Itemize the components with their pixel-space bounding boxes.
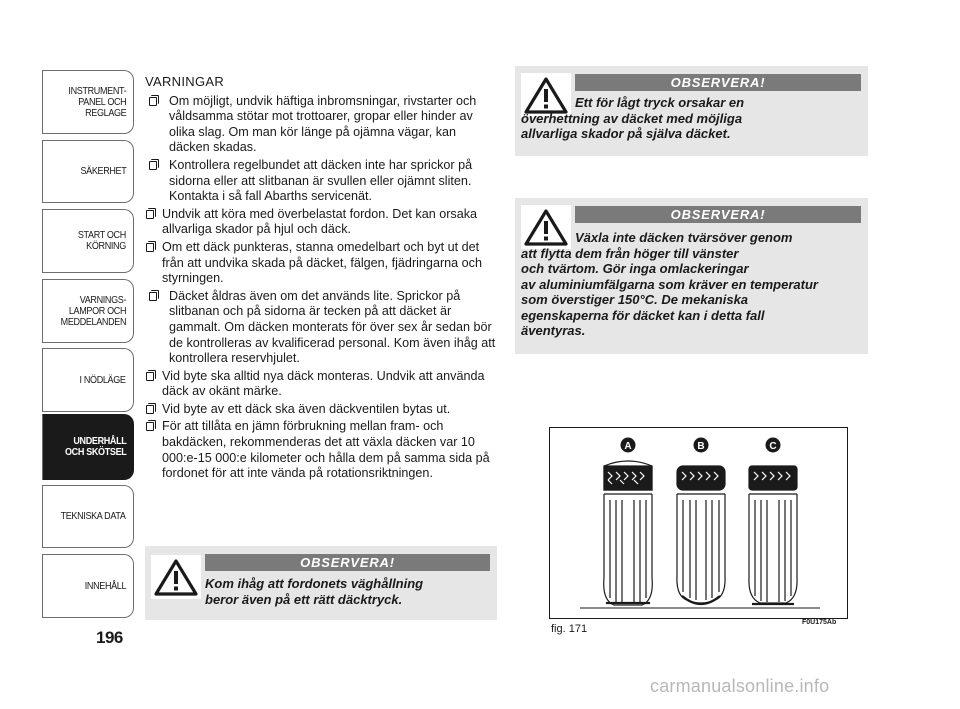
list-item: Vid byte ska alltid nya däck monteras. Undvik att använda däck av okänt märke. [145,369,497,400]
list-item: Undvik att köra med överbelastat fordon. Det kan orsaka allvarliga skador på hjul och däck. [145,207,497,238]
tire-c-icon [749,466,797,604]
tab-label: INSTRUMENT- PANEL OCH REGLAGE [68,84,126,119]
tab-underhall-och-skotsel[interactable] [42,414,134,480]
list-item: Om ett däck punkteras, stanna omedelbart och byt ut det från att undvika skada på däcket, fälgen, fjädringarna och styrningen. [145,240,497,287]
tab-label: SÄKERHET [80,165,126,177]
tab-label: TEKNISKA DATA [61,510,126,522]
tire-b-icon [677,466,725,604]
tab-start-och-korning[interactable] [42,209,134,273]
warning-text: Växla inte däcken tvärsöver genom att flytta dem från höger till vänster och tvärtom. Gör inga omlackeringar av aluminiumfälgarna som kräver en temperatur som överstiger 150°C. De mekaniska egenskaperna för däcket kan i detta fall äventyras. [521,230,818,338]
checkbox-bullet-icon [146,243,154,252]
list-item: För att tillåta en jämn förbrukning mellan fram- och bakdäcken, rekommenderas det att växla däcken var 10 000:e-15 000:e kilometer och hålla dem på samma sida på fordonet för att inte vända på rotationsriktningen. [145,419,497,481]
figure-caption: fig. 171 [551,623,588,635]
tab-label: UNDERHÅLL OCH SKÖTSEL [64,435,126,458]
section-heading: VARNINGAR [145,74,225,89]
checkbox-bullet-icon [146,210,154,219]
warning-title: OBSERVERA! [575,206,861,223]
tab-label: INNEHÅLL [84,579,126,592]
tire-a-icon [604,461,653,605]
tab-label: I NÖDLÄGE [79,373,126,386]
warning-text: Kom ihåg att fordonets väghållning beror även på ett rätt däcktryck. [205,576,424,607]
tire-wear-illustration [550,428,847,618]
warning-box [515,198,868,354]
warning-triangle-icon [151,555,201,599]
marker-b-icon [694,438,709,453]
warning-box [515,66,868,156]
tire-wear-figure [549,427,848,619]
tab-i-nodlage[interactable] [42,348,134,412]
svg-text:B: B [697,441,705,452]
tab-instrumentpanel[interactable] [42,70,134,134]
checkbox-bullet-icon [146,422,154,431]
list-item: Kontrollera regelbundet att däcken inte har sprickor på sidorna eller att slitbanan är svullen eller ojämnt sliten. Kontakta i så fall Abarths servicenät. [145,158,497,205]
tab-tekniska-data[interactable] [42,485,134,548]
checkbox-bullet-icon [149,161,157,170]
warning-title: OBSERVERA! [575,74,861,91]
tab-innehall[interactable] [42,554,134,618]
tab-label: START OCH KÖRNING [77,229,126,252]
figure-code: F0U175Ab [802,619,837,626]
watermark: carmanualsonline.info [650,676,830,696]
warning-title: OBSERVERA! [205,554,490,571]
warning-box [145,546,497,620]
page-number: 196 [96,628,123,647]
checkbox-bullet-icon [146,372,154,381]
checkbox-bullet-icon [146,405,154,414]
warning-text: Ett för lågt tryck orsakar en överhettning av däcket med möjliga allvarliga skador på själva däcket. [521,95,745,141]
marker-c-icon [766,438,781,453]
svg-text:A: A [624,441,632,452]
list-item: Om möjligt, undvik häftiga inbromsningar, rivstarter och våldsamma stötar mot trottoarer, gropar eller hinder av olika slag. Om man kör länge på ojämna vägar, kan däcken skadas. [145,94,497,156]
checkbox-bullet-icon [149,97,157,106]
checkbox-bullet-icon [149,292,157,301]
list-item: Vid byte av ett däck ska även däckventilen bytas ut. [145,402,497,418]
tab-label: VARNINGS- LAMPOR OCH MEDDELANDEN [60,293,126,328]
list-item: Däcket åldras även om det används lite. Sprickor på slitbanan och på sidorna är tecken på att däcket är gammalt. Om däcken monterats för över sex år sedan bör de kontrolleras av kvalificerad personal. Kom även ihåg att kontrollera reservhjulet. [145,289,497,367]
warnings-text-column [145,74,497,484]
marker-a-icon [621,438,636,453]
tab-sakerhet[interactable] [42,140,134,203]
tab-varningslampor[interactable] [42,279,134,343]
svg-text:C: C [769,441,777,452]
